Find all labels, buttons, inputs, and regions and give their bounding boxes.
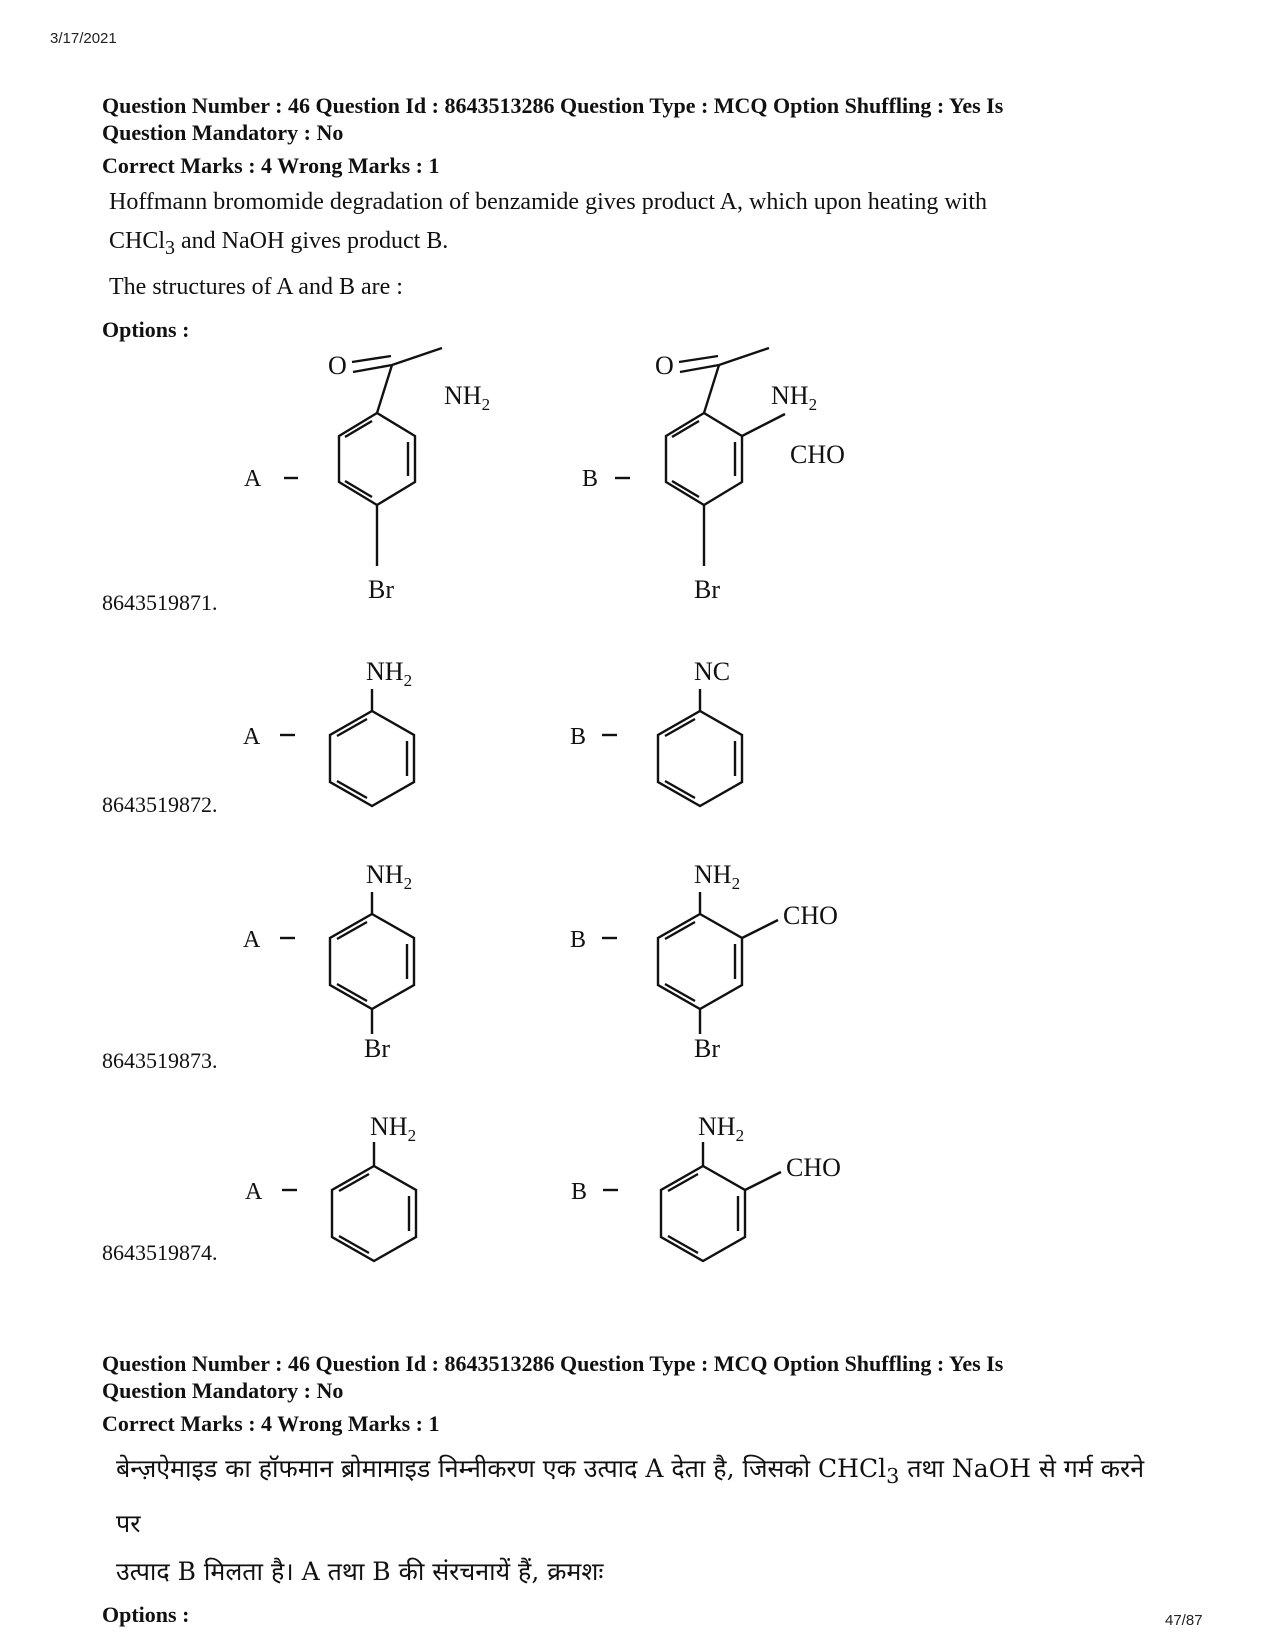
question-meta-hi: Question Number : 46 Question Id : 8643513286 Question Type : MCQ Option Shuffling : Yes Is (102, 1351, 1004, 1376)
question-mandatory-hi: Question Mandatory : No (102, 1378, 344, 1403)
option-1-id: 8643519871. (102, 590, 218, 615)
b3-amine-label: $NH_2$ (694, 860, 741, 893)
a4-amine-label: $NH_2$ (370, 1112, 417, 1145)
option-4-a-label: A (245, 1179, 263, 1205)
option-2-id: 8643519872. (102, 792, 218, 817)
page-number: 47/87 (1165, 1612, 1203, 1629)
a3-amine-label: $NH_2$ (366, 860, 413, 893)
option-3-id: 8643519873. (102, 1048, 218, 1073)
question-marks: Correct Marks : 4 Wrong Marks : 1 (102, 153, 440, 178)
b1-aldehyde-label: CHO (790, 440, 845, 469)
option-4-b-label: B (571, 1179, 588, 1205)
question-text-hi-line1: बेन्ज़ऐमाइड का हॉफमान ब्रोमामाइड निम्नीकरण एक उत्पाद A देता है, जिसको CHCl$_3$ तथा NaOH से गर्म करने पर (116, 1454, 1145, 1538)
option-3-a-label: A (243, 927, 261, 953)
b4-aldehyde-label: CHO (786, 1153, 841, 1182)
question-block-hindi (102, 1350, 1162, 1628)
question-text-hi-line2: उत्पाद B मिलता है। A तथा B की संरचनायें हैं, क्रमशः (116, 1557, 604, 1586)
a2-amine-label: $NH_2$ (366, 657, 413, 690)
option-2-a-label: A (243, 724, 261, 750)
question-mandatory: Question Mandatory : No (102, 120, 344, 145)
option-1-a-label: A (244, 466, 262, 492)
option-1-b-label: B (582, 466, 599, 492)
a1-bromo-label: Br (368, 575, 394, 604)
b1-amide-label: $NH_2$ (771, 381, 818, 414)
b3-bromo-label: Br (694, 1034, 720, 1063)
options-label: Options : (102, 316, 190, 342)
question-text-line2: CHCl$_3$ and NaOH gives product B. (109, 228, 449, 259)
question-text-line3: The structures of A and B are : (109, 273, 403, 300)
question-text-line1: Hoffmann bromomide degradation of benzamide gives product A, which upon heating with (109, 189, 988, 215)
b2-isocyanide-label: NC (694, 657, 731, 686)
a1-oxygen-label: O (328, 351, 347, 380)
print-date: 3/17/2021 (50, 30, 117, 47)
a3-bromo-label: Br (364, 1034, 390, 1063)
b1-bromo-label: Br (694, 575, 720, 604)
question-marks-hi: Correct Marks : 4 Wrong Marks : 1 (102, 1411, 440, 1436)
question-meta: Question Number : 46 Question Id : 8643513286 Question Type : MCQ Option Shuffling : Yes Is (102, 93, 1004, 118)
option-4-id: 8643519874. (102, 1240, 218, 1265)
b4-amine-label: $NH_2$ (698, 1112, 745, 1145)
options-label-hi: Options : (102, 1602, 190, 1627)
b1-oxygen-label: O (655, 351, 674, 380)
b3-aldehyde-label: CHO (783, 901, 838, 930)
option-3-b-label: B (570, 927, 587, 953)
option-2-b-label: B (570, 724, 587, 750)
a1-amide-label: $NH_2$ (444, 381, 491, 414)
question-text-hi (116, 1445, 1162, 1596)
